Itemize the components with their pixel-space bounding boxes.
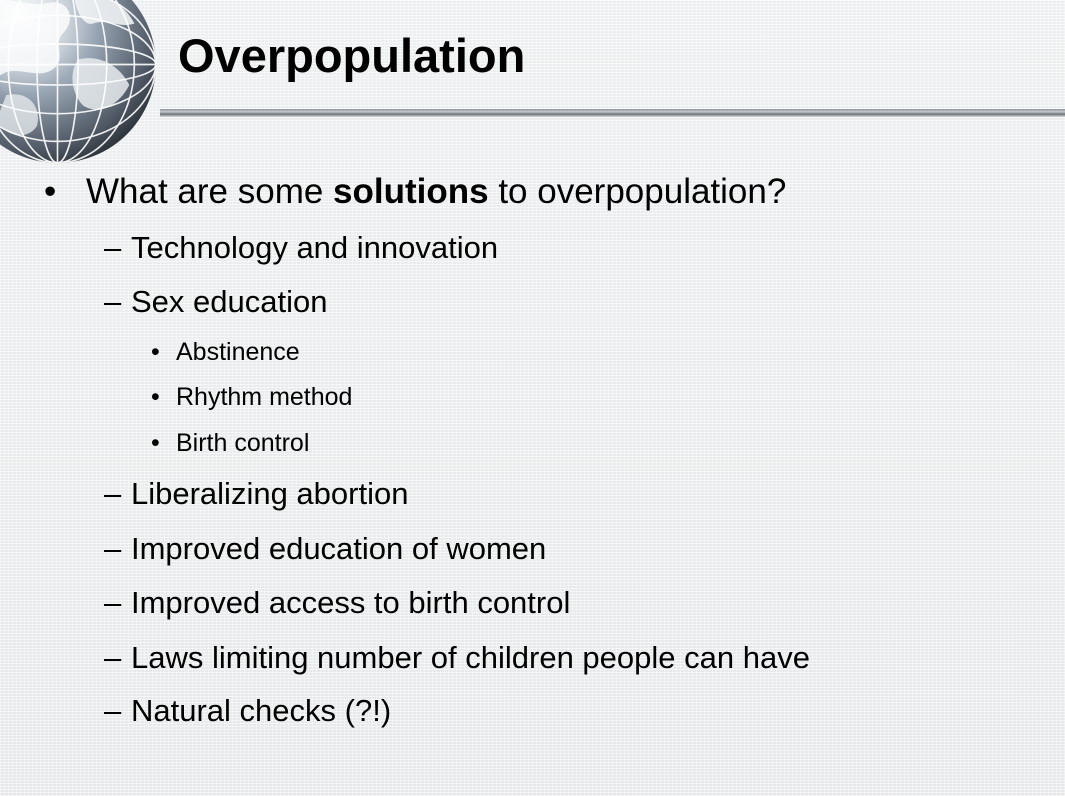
dash-marker: – — [104, 585, 122, 620]
dash-marker: – — [104, 693, 122, 728]
bullet-text — [86, 172, 786, 212]
bullet-marker: • — [151, 338, 160, 366]
sub-sub-item-text: Rhythm method — [176, 383, 353, 411]
sub-item-text: Natural checks (?!) — [131, 693, 392, 728]
sub-item-text: Liberalizing abortion — [131, 476, 409, 511]
sub-item-text: Laws limiting number of children people can have — [131, 640, 810, 675]
dash-marker: – — [104, 640, 122, 675]
bullet-text-before: What are some — [86, 172, 334, 211]
sub-item-text: Technology and innovation — [131, 230, 499, 265]
bullet-marker: • — [44, 172, 57, 211]
dash-marker: – — [104, 531, 122, 566]
dash-marker: – — [104, 230, 122, 265]
bullet-text-after: to overpopulation? — [488, 172, 787, 211]
dash-marker: – — [104, 284, 122, 319]
slide-title: Overpopulation — [178, 29, 526, 82]
dash-marker: – — [104, 476, 122, 511]
sub-sub-item-text: Birth control — [176, 429, 310, 457]
bullet-text-bold: solutions — [333, 172, 489, 211]
sub-sub-item-text: Abstinence — [176, 338, 300, 366]
sub-item-text: Sex education — [131, 284, 328, 319]
sub-item-text: Improved education of women — [131, 531, 547, 566]
bullet-marker: • — [151, 429, 160, 457]
bullet-marker: • — [151, 383, 160, 411]
sub-item-text: Improved access to birth control — [131, 585, 571, 620]
